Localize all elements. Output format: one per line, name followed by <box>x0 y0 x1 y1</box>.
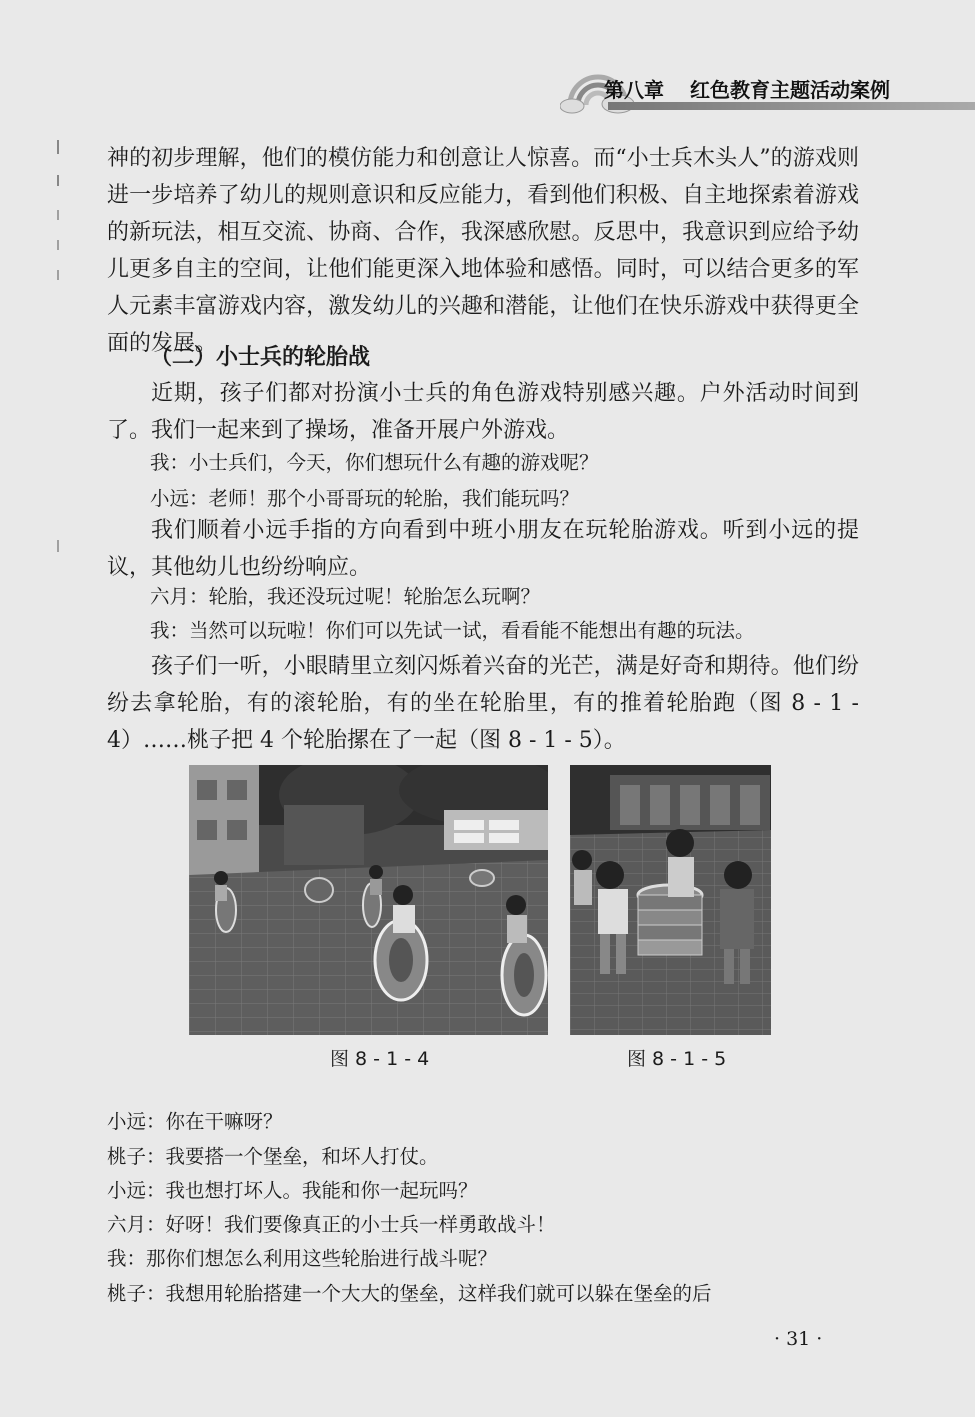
photo-children-tires-playground <box>189 765 548 1035</box>
running-header <box>560 60 975 120</box>
opening-paragraph: 神的初步理解，他们的模仿能力和创意让人惊喜。而“小士兵木头人”的游戏则进一步培养了幼儿的规则意识和反应能力，看到他们积极、自主地探索着游戏的新玩法，相互交流、协商、合作，我深感欣慰。反思中，我意识到应给予幼儿更多自主的空间，让他们能更深入地体验和感悟。同时，可以结合更多的军人元素丰富游戏内容，激发幼儿的兴趣和潜能，让他们在快乐游戏中获得更全面的发展。 <box>107 146 859 356</box>
figure-caption-8-1-5: 图 8 - 1 - 5 <box>627 1048 727 1070</box>
body-paragraph-3: 孩子们一听，小眼睛里立刻闪烁着兴奋的光芒，满是好奇和期待。他们纷纷去拿轮胎，有的滚轮胎，有的坐在轮胎里，有的推着轮胎跑（图 8 - 1 - 4）……桃子把 4 个轮胎摞在了一起（图 8 - 1 - 5）。 <box>107 654 859 753</box>
figure-caption-8-1-4: 图 8 - 1 - 4 <box>330 1048 430 1070</box>
photo-child-stacking-tires <box>570 765 771 1035</box>
dialog-line: 小远：你在干嘛呀？ <box>107 1110 283 1133</box>
dialog-line: 我：那你们想怎么利用这些轮胎进行战斗呢？ <box>107 1247 498 1270</box>
body-paragraph-2: 我们顺着小远手指的方向看到中班小朋友在玩轮胎游戏。听到小远的提议，其他幼儿也纷纷响应。 <box>107 518 859 580</box>
dialog-line: 小远：我也想打坏人。我能和你一起玩吗？ <box>107 1179 478 1202</box>
dialog-line: 我：当然可以玩啦！你们可以先试一试，看看能不能想出有趣的玩法。 <box>150 619 755 642</box>
dialog-line: 桃子：我想用轮胎搭建一个大大的堡垒，这样我们就可以躲在堡垒的后 <box>107 1282 712 1305</box>
dialog-line: 六月：好呀！我们要像真正的小士兵一样勇敢战斗！ <box>107 1213 556 1236</box>
header-bar <box>608 102 975 110</box>
chapter-label: 第八章 <box>604 78 664 102</box>
dialog-line: 我：小士兵们，今天，你们想玩什么有趣的游戏呢？ <box>150 451 599 474</box>
body-paragraph-1: 近期，孩子们都对扮演小士兵的角色游戏特别感兴趣。户外活动时间到了。我们一起来到了操场，准备开展户外游戏。 <box>107 381 859 443</box>
margin-marks <box>50 120 70 560</box>
dialog-line: 桃子：我要搭一个堡垒，和坏人打仗。 <box>107 1145 439 1168</box>
section-heading: （二）小士兵的轮胎战 <box>150 345 371 370</box>
chapter-title: 红色教育主题活动案例 <box>690 78 890 102</box>
header-title <box>604 74 890 103</box>
dialog-line: 六月：轮胎，我还没玩过呢！轮胎怎么玩啊？ <box>150 585 541 608</box>
dialog-line: 小远：老师！那个小哥哥玩的轮胎，我们能玩吗？ <box>150 487 580 510</box>
page-number: · 31 · <box>774 1328 823 1350</box>
